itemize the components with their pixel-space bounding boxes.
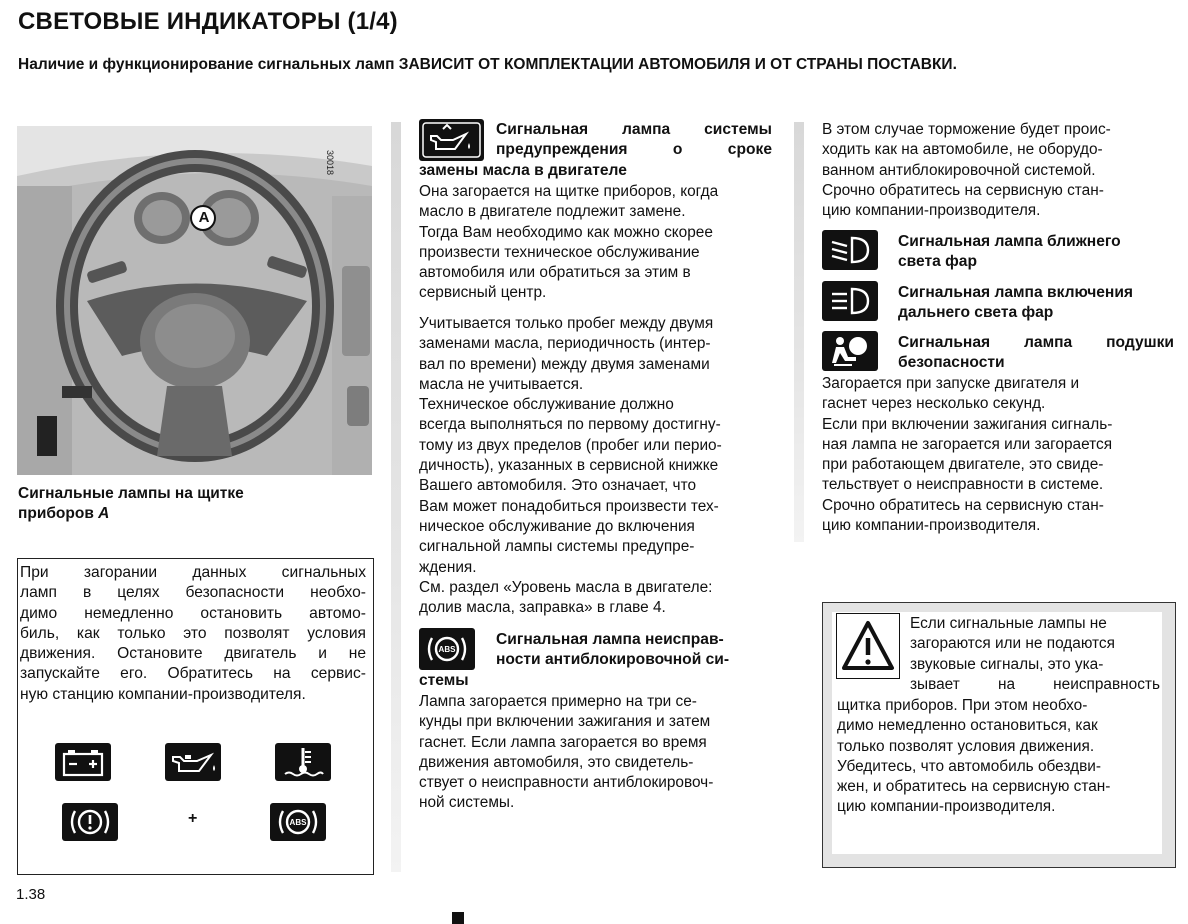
- coolant-temperature-icon: [275, 743, 331, 781]
- abs-icon-text: ABS: [289, 818, 307, 827]
- right-warning-side-text: Если сигнальные лампы не загораются или не подаются звуковые сигналы, это ука- зывает на неисправность: [910, 615, 1160, 693]
- airbag-icon: [822, 331, 878, 371]
- oil-text-a: Она загорается на щитке приборов, когда масло в двигателе подлежит замене. Тогда Вам необходимо как можно скорее произвести техническое обслуживание автомобиля или обратиться за этим в сервисный центр.: [419, 183, 719, 302]
- page-title: СВЕТОВЫЕ ИНДИКАТОРЫ (1/4): [18, 8, 398, 35]
- brake-warning-icon: [62, 803, 118, 841]
- photo-callout-a: A: [198, 209, 210, 226]
- photo-caption: Сигнальные лампы на щитке приборов A: [18, 485, 244, 522]
- battery-icon: [55, 743, 111, 781]
- right-warning-full-text: щитка приборов. При этом необхо- димо немедленно остановиться, как только позволят условия движения. Убедитесь, что автомобиль обездви- жен, и обратитесь на сервисную стан- цию компании-производителя.: [837, 697, 1111, 816]
- oil-heading: Сигнальная лампа системы предупреждения о сроке: [496, 121, 772, 158]
- abs-malfunction-icon: [419, 628, 475, 670]
- left-warning-text: При загорании данных сигнальных ламп в целях безопасности необхо- димо немедленно остановить автомо- биль, как только это позволят условия движения. Остановите двигатель и не запускайте его. Обратитесь на сервис- ную станцию компании-производителя.: [20, 564, 366, 703]
- oil-text-b: Учитывается только пробег между двумя заменами масла, периодичность (интер- вал по времени) между двумя заменами масла не учитывается. Техническое обслуживание должно всегда выполняться по первому достигну- тому из двух пределов (пробег или перио- дичность), указанных в сервисной книжке Вашего автомобиля. Это означает, что Вам может понадобиться произвести тех- ническое обслуживание до включения сигнальной лампы системы предупре- ждения. См. раздел «Уровень масла в двигателе: долив масла, заправка» в главе 4.: [419, 315, 722, 617]
- oil-service-icon: [419, 119, 484, 161]
- photo-code: 30018: [325, 150, 335, 176]
- high-beam-heading: Сигнальная лампа включения дальнего света фар: [898, 284, 1134, 321]
- airbag-heading: Сигнальная лампа подушки безопасности: [898, 334, 1174, 371]
- oil-can-icon: [165, 743, 221, 781]
- right-intro-text: В этом случае торможение будет проис- ходить как на автомобиле, не оборудо- ванном антиблокировочной системой. Срочно обратитесь на сервисную стан- цию компании-производителя.: [822, 121, 1111, 220]
- page-marker: [452, 912, 464, 924]
- abs-heading-line3: стемы: [419, 672, 469, 689]
- abs-text: Лампа загорается примерно на три се- кунды при включении зажигания и затем гаснет. Если лампа загорается во время движения автомобиля, это свидетель- ствует о неисправности антиблокировоч- ной системы.: [419, 693, 714, 812]
- column-divider-right: [794, 122, 804, 542]
- abs-malfunction-icon-text: ABS: [438, 645, 456, 654]
- oil-heading-line3: замены масла в двигателе: [419, 162, 627, 179]
- abs-heading: Сигнальная лампа неисправ- ности антиблокировочной си-: [496, 631, 730, 668]
- dashboard-illustration: [17, 126, 372, 475]
- plus-sign: +: [188, 810, 198, 827]
- high-beam-icon: [822, 281, 878, 321]
- low-beam-icon: [822, 230, 878, 270]
- warning-triangle-icon: [836, 613, 900, 679]
- dashboard-photo: [17, 126, 372, 475]
- page-number: 1.38: [16, 886, 46, 903]
- airbag-text: Загорается при запуске двигателя и гаснет через несколько секунд. Если при включении зажигания сигналь- ная лампа не загорается или загорается при работающем двигателе, это свиде- тельствует о неисправности в системе. Срочно обратитесь на сервисную стан- цию компании-производителя.: [822, 375, 1113, 535]
- abs-icon: [270, 803, 326, 841]
- column-divider-left: [391, 122, 401, 872]
- low-beam-heading: Сигнальная лампа ближнего света фар: [898, 233, 1121, 270]
- page-subtitle: Наличие и функционирование сигнальных ламп ЗАВИСИТ ОТ КОМПЛЕКТАЦИИ АВТОМОБИЛЯ И ОТ СТРАНЫ ПОСТАВКИ.: [18, 56, 957, 73]
